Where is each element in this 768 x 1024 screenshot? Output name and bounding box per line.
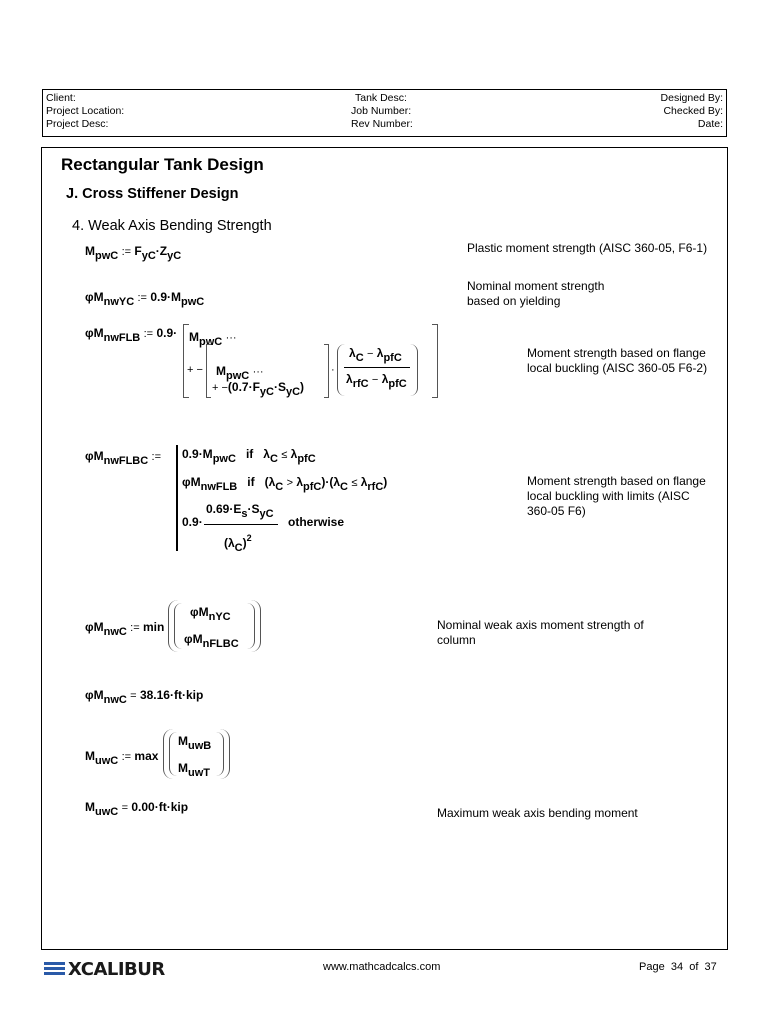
max-paren-outer-right <box>220 729 230 779</box>
equation-muwc-label: $M_{uwC}$ := max <box>85 749 159 767</box>
subsection-heading: 4. Weak Axis Bending Strength <box>72 218 272 234</box>
equation-dot: · <box>331 364 335 376</box>
piecewise-case1: $0.9\cdot M_{pwC}$ if $\lambda_C \le \lambda_{pfC}$ <box>182 447 316 465</box>
bracket-inner-right <box>324 344 329 398</box>
description-flange-buckling-limits: Moment strength based on flange local buckling with limits (AISC 360-05 F6) <box>527 474 706 518</box>
job-number-label: Job Number: <box>351 105 412 117</box>
section-heading: J. Cross Stiffener Design <box>66 186 239 202</box>
checked-by-label: Checked By: <box>663 105 723 117</box>
result-muwc: $M_{uwC} = 0.00\cdot ft\cdot kip$ <box>85 800 189 818</box>
piecewise-case2: $\varphi M_{nwFLB}$ if $(\lambda_C > \lambda_{pfC})\cdot(\lambda_C \le \lambda_{rfC})$ <box>182 475 388 493</box>
paren-right <box>410 344 418 396</box>
project-desc-label: Project Desc: <box>46 118 109 130</box>
min-entry-1: $\varphi M_{nYC}$ <box>190 605 231 623</box>
footer-page-number: Page 34 of 37 <box>639 961 717 973</box>
logo-bars-icon <box>44 962 65 977</box>
description-max-weak-axis: Maximum weak axis bending moment <box>437 806 638 820</box>
max-entry-2: $M_{uwT}$ <box>178 761 210 779</box>
paren-left <box>337 344 345 396</box>
project-location-label: Project Location: <box>46 105 125 117</box>
max-paren-inner-left <box>169 732 177 776</box>
description-nominal-moment: Nominal moment strength based on yielding <box>467 279 605 308</box>
description-plastic-moment: Plastic moment strength (AISC 360-05, F6-1) <box>467 241 708 255</box>
fraction-numerator: $\lambda_C - \lambda_{pfC}$ <box>349 346 402 364</box>
footer-url[interactable]: www.mathcadcalcs.com <box>323 961 441 973</box>
piecewise-case3-numerator: $0.69\cdot E_s\cdot S_{yC}$ <box>206 502 274 520</box>
date-label: Date: <box>697 118 723 130</box>
logo-text: XCALIBUR <box>68 959 165 980</box>
designed-by-label: Designed By: <box>660 92 723 104</box>
equation-phimnwflb-term1: $M_{pwC}$ ··· <box>189 330 237 348</box>
piecewise-bar <box>176 445 178 551</box>
equation-phimnwc-label: $\varphi M_{nwC}$ := min <box>85 620 165 638</box>
bracket-inner-left <box>206 344 211 398</box>
min-paren-inner-left <box>174 603 182 649</box>
min-entry-2: $\varphi M_{nFLBC}$ <box>184 632 239 650</box>
equation-phimnwflb-label: $\varphi M_{nwFLB}$ := 0.9· <box>85 326 178 344</box>
equation-phimnwflbc-label: $\varphi M_{nwFLBC}$ := <box>85 449 162 467</box>
piecewise-case3-fraction-line <box>204 524 278 525</box>
result-phimnwc: $\varphi M_{nwC} = 38.16\cdot ft\cdot kip$ <box>85 688 204 706</box>
max-entry-1: $M_{uwB}$ <box>178 734 212 752</box>
min-paren-outer-right <box>251 600 261 652</box>
equation-phimnwflb-term2: + $-(0.7\cdot F_{yC}\cdot S_{yC})$ <box>212 380 305 398</box>
fraction-line <box>344 367 410 368</box>
piecewise-case3-denominator: $(\lambda_C)^2$ <box>224 533 252 554</box>
equation-phimnwyc: $\varphi M_{nwYC}$ := $0.9\cdot M_{pwC}$ <box>85 290 205 308</box>
main-frame <box>41 147 728 950</box>
description-flange-local-buckling: Moment strength based on flange local buckling (AISC 360-05 F6-2) <box>527 346 708 375</box>
fraction-denominator: $\lambda_{rfC} - \lambda_{pfC}$ <box>346 372 407 390</box>
tank-desc-label: Tank Desc: <box>355 92 407 104</box>
rev-number-label: Rev Number: <box>351 118 413 130</box>
equation-mpwc: $M_{pwC}$ := $F_{yC}\cdot Z_{yC}$ <box>85 244 182 262</box>
equation-phimnwflb-plus: + − <box>187 364 203 376</box>
header-box <box>42 89 727 137</box>
xcalibur-logo <box>44 959 165 980</box>
client-label: Client: <box>46 92 76 104</box>
bracket-outer-right <box>432 324 438 398</box>
piecewise-case3-factor: 0.9· <box>182 515 203 529</box>
description-nominal-weak-axis: Nominal weak axis moment strength of column <box>437 618 644 647</box>
equation-phimnwflb-mpwc: $M_{pwC}$ ··· <box>216 364 264 382</box>
page-title: Rectangular Tank Design <box>61 155 264 174</box>
piecewise-otherwise: otherwise <box>288 515 345 529</box>
